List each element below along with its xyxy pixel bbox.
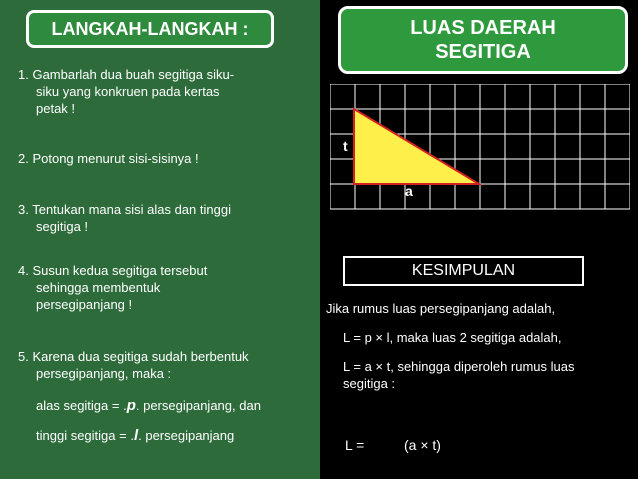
kesimpulan-box: KESIMPULAN	[343, 256, 584, 286]
height-label: t	[343, 138, 348, 154]
step-5-line1: 5. Karena dua segitiga sudah berbentuk	[18, 349, 249, 364]
steps-header: LANGKAH-LANGKAH :	[26, 10, 274, 48]
step-2	[18, 150, 313, 167]
step-4-line2: sehingga membentuk	[36, 280, 161, 295]
title-box	[338, 6, 628, 74]
title-line2: SEGITIGA	[435, 41, 531, 63]
title-line1: LUAS DAERAH	[410, 17, 556, 39]
tinggi-rest: . persegipanjang	[138, 428, 235, 443]
grid-figure	[330, 84, 630, 214]
step-4	[18, 262, 313, 313]
step-1	[18, 66, 313, 117]
conclusion-line2: L = p × l, maka luas 2 segitiga adalah,	[343, 330, 562, 345]
step-3-line1: 3. Tentukan mana sisi alas dan tinggi	[18, 202, 231, 217]
step-5	[18, 348, 313, 382]
step-4-line1: 4. Susun kedua segitiga tersebut	[18, 263, 208, 278]
conclusion-line1: Jika rumus luas persegipanjang adalah,	[326, 301, 556, 316]
conclusion-line3: L = a × t, sehingga diperoleh rumus luas	[343, 359, 575, 374]
step-3	[18, 201, 313, 235]
step-5-line2: persegipanjang, maka :	[36, 366, 172, 381]
step-1-line3: petak !	[36, 101, 76, 116]
formula-right: (a × t)	[404, 437, 441, 453]
alas-text: alas segitiga = .	[36, 398, 127, 413]
alas-rest: . persegipanjang, dan	[135, 398, 261, 413]
step-2-line1: 2. Potong menurut sisi-sisinya !	[18, 151, 199, 166]
step-3-line2: segitiga !	[36, 219, 89, 234]
step-1-line2: siku yang konkruen pada kertas	[36, 84, 220, 99]
alas-mark: p	[126, 397, 136, 414]
conclusion-line4: segitiga :	[343, 376, 396, 391]
formula-left: L =	[345, 437, 365, 453]
base-label: a	[405, 183, 413, 199]
alas-line	[36, 397, 331, 414]
tinggi-mark: l	[133, 427, 139, 444]
step-1-line1: 1. Gambarlah dua buah segitiga siku-	[18, 67, 235, 82]
tinggi-text: tinggi segitiga = .	[36, 428, 134, 443]
step-4-line3: persegipanjang !	[36, 297, 133, 312]
tinggi-line	[36, 427, 331, 444]
right-triangle	[354, 109, 479, 184]
